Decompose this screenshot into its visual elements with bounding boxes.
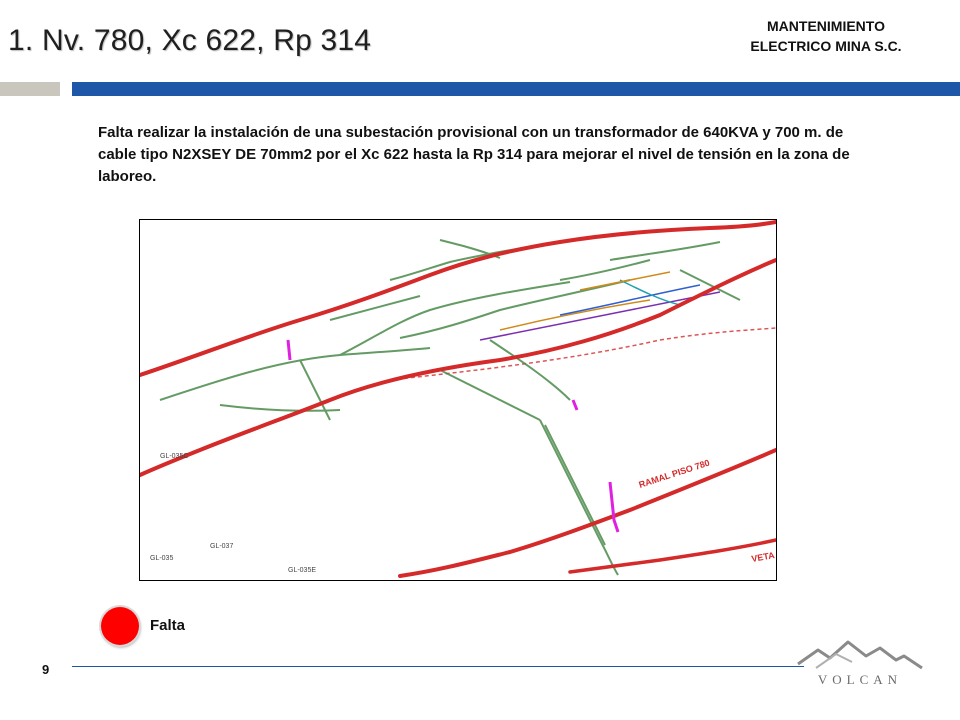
company-line-2: ELECTRICO MINA S.C. xyxy=(750,38,902,54)
map-label-gl-4: GL-035C xyxy=(160,453,189,460)
company-line-1: MANTENIMIENTO xyxy=(767,18,885,34)
logo-text: VOLCAN xyxy=(817,672,903,687)
description-text: Falta realizar la instalación de una subestación provisional con un transformador de 640KVA y 700 m. de cable tipo N2XSEY DE 70mm2 por el Xc 622 hasta la Rp 314 para mejorar el nivel de tensión en la zona de laboreo. xyxy=(98,124,850,185)
footer-line xyxy=(72,666,804,667)
slide-title: 1. Nv. 780, Xc 622, Rp 314 xyxy=(8,24,372,57)
map-label-gl-1: GL-035 xyxy=(150,555,174,562)
map-label-veta: VETA xyxy=(750,550,776,564)
header-accent-blue xyxy=(72,82,960,96)
page-number: 9 xyxy=(42,662,50,677)
mountain-icon xyxy=(796,638,924,690)
mine-map xyxy=(139,219,777,581)
legend-red-dot xyxy=(101,607,139,645)
map-label-ramal: RAMAL PISO 780 xyxy=(637,457,711,490)
map-label-gl-2: GL-037 xyxy=(210,543,234,550)
legend-label: Falta xyxy=(150,617,186,634)
mine-map-drawing xyxy=(140,220,776,580)
volcan-logo xyxy=(796,638,924,690)
header-accent-gray xyxy=(0,82,60,96)
company-name xyxy=(716,16,936,56)
map-label-gl-3: GL-035E xyxy=(288,567,317,574)
